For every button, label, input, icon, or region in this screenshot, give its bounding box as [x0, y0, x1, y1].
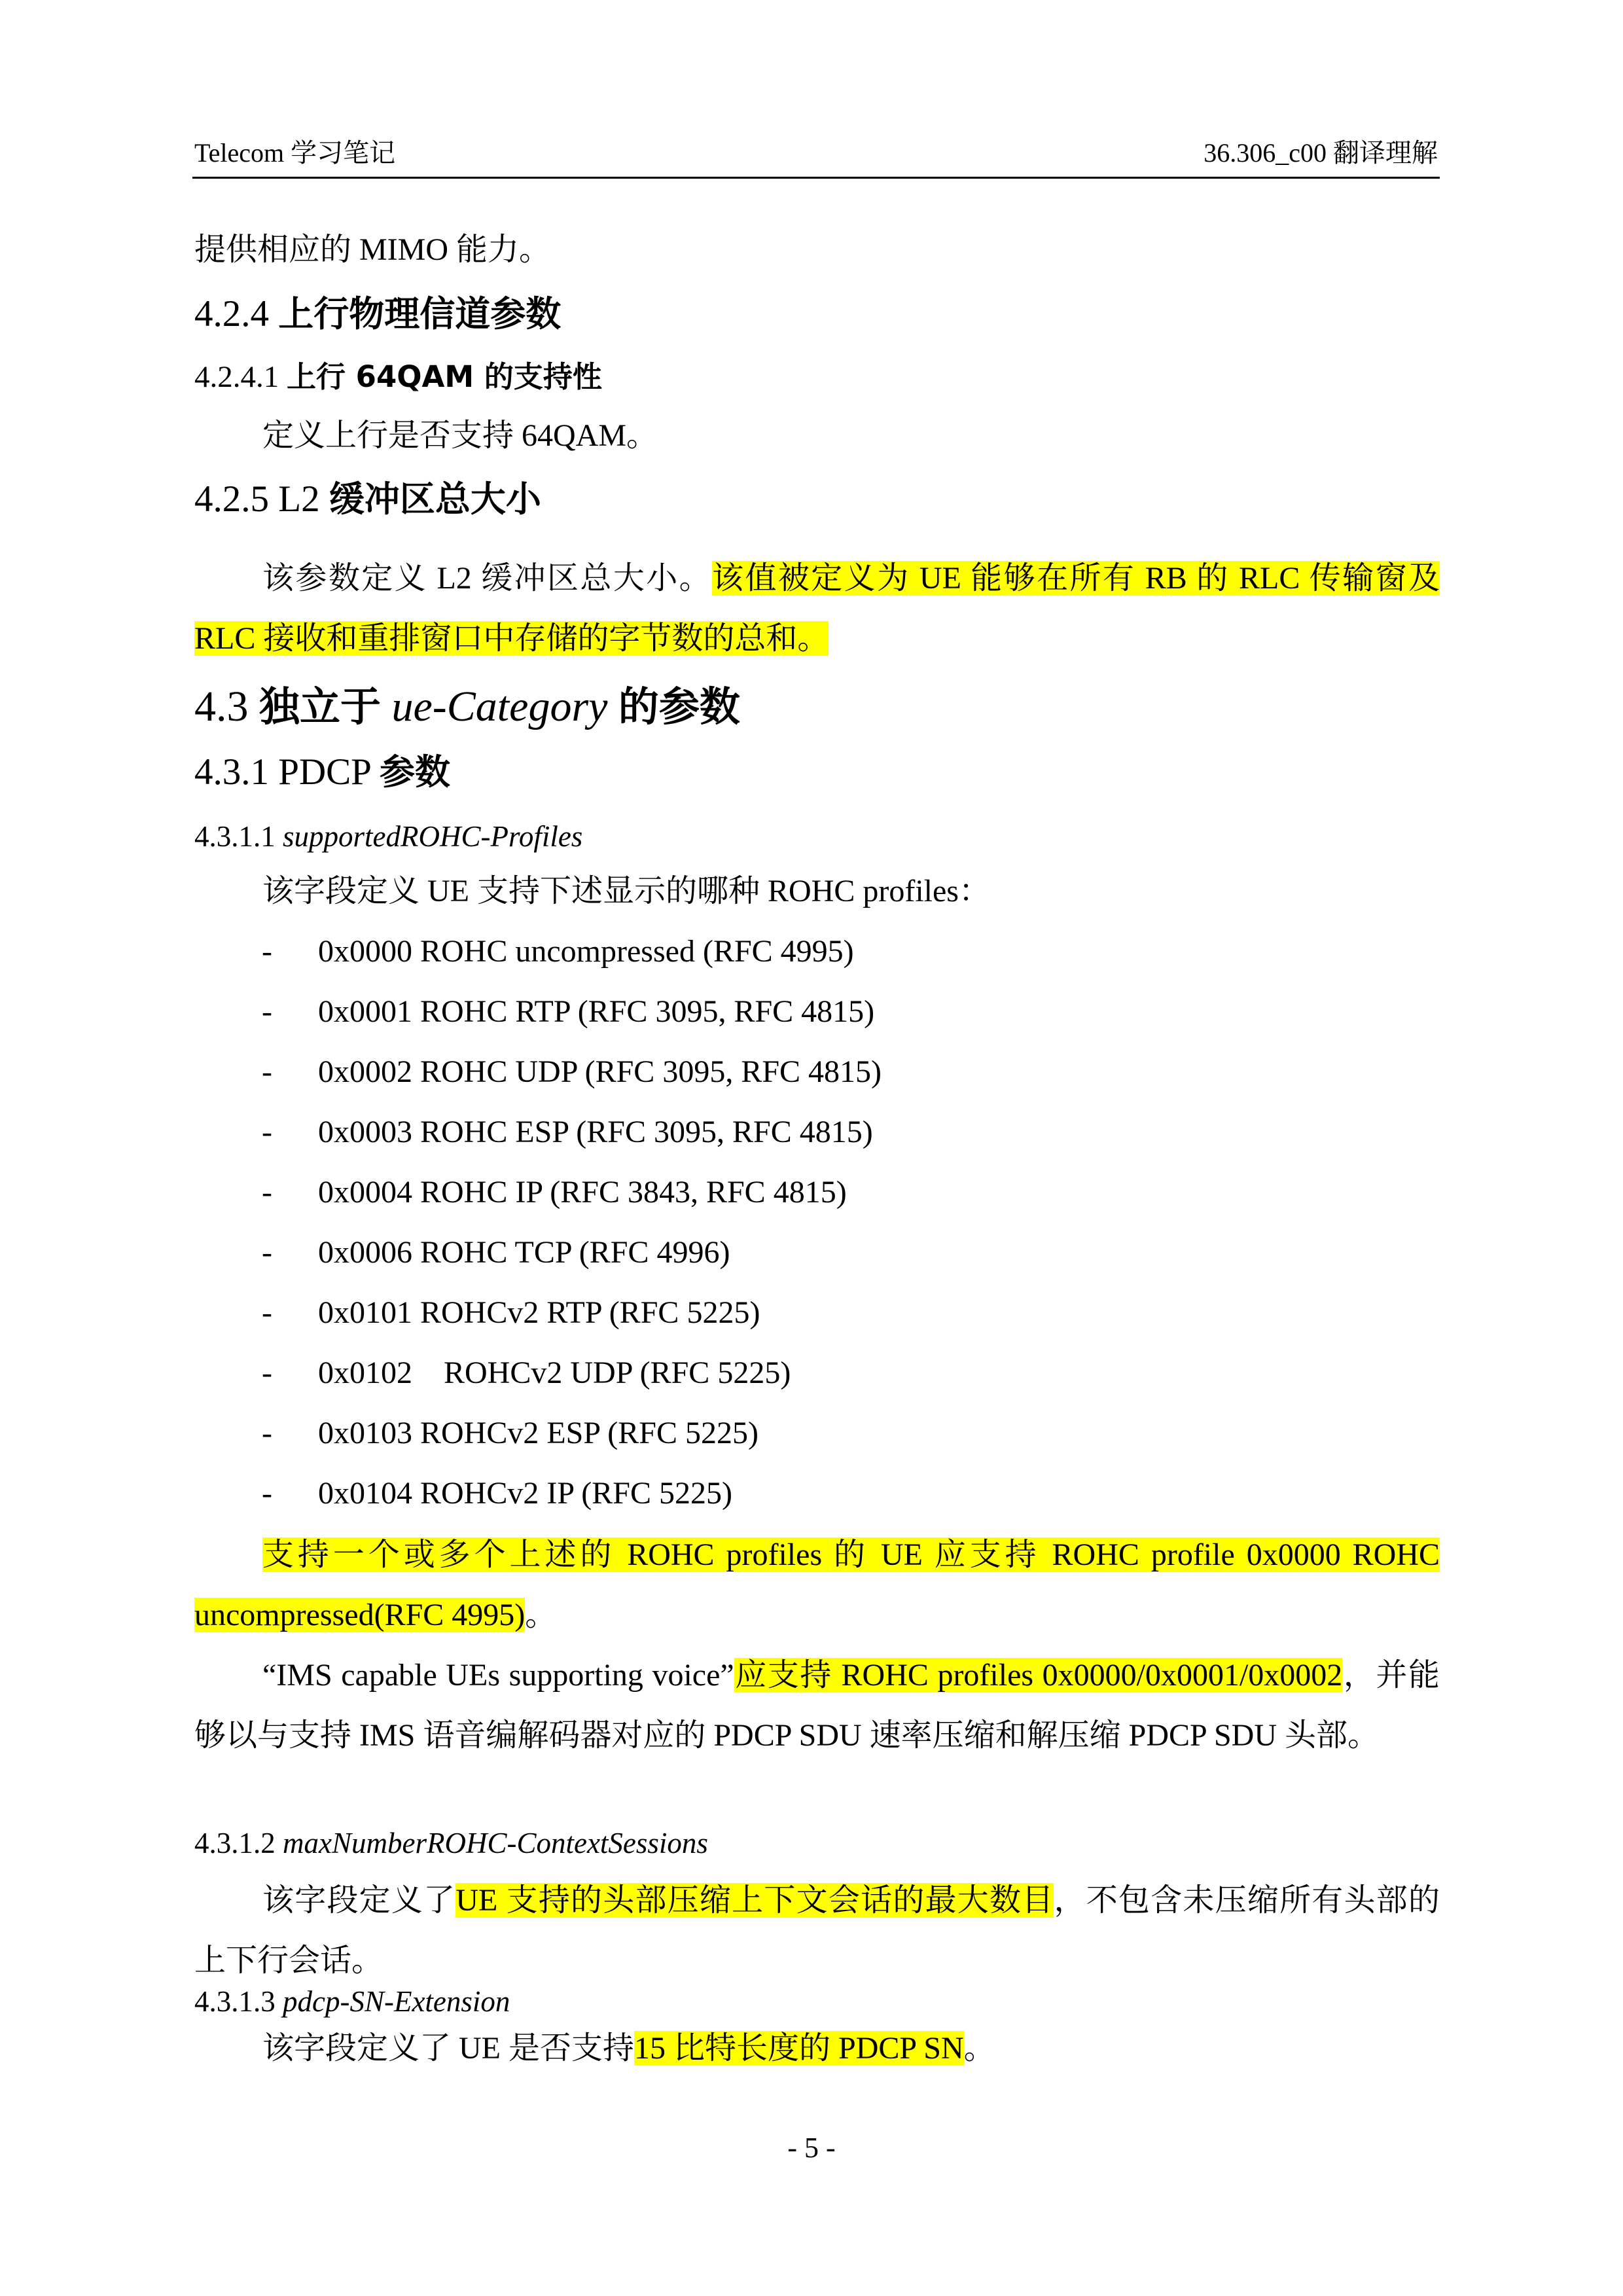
list-item: 0x0103 ROHCv2 ESP (RFC 5225): [318, 1416, 758, 1450]
heading-text-pre: 独立于: [259, 683, 382, 730]
list-bullet: -: [262, 1115, 272, 1149]
heading-4-3-1-3: [194, 1983, 510, 2020]
list-item: 0x0004 ROHC IP (RFC 3843, RFC 4815): [318, 1175, 847, 1210]
paragraph-text: 该字段定义了: [262, 1883, 456, 1918]
heading-4-3-1-1: [194, 818, 582, 855]
paragraph-text: ，并能够以与支持 IMS 语音编解码器对应的 PDCP SDU 速率压缩和解压缩 PDCP SDU 头部。: [194, 1658, 1440, 1753]
intro-line: 提供相应的 MIMO 能力。: [194, 232, 551, 267]
heading-italic: maxNumberROHC-ContextSessions: [283, 1827, 708, 1859]
heading-text: 上行物理信道参数: [278, 293, 562, 334]
paragraph-text: 。: [525, 1598, 557, 1632]
heading-4-2-5: [194, 476, 541, 522]
list-item: 0x0003 ROHC ESP (RFC 3095, RFC 4815): [318, 1115, 873, 1149]
paragraph-text: 。: [963, 2031, 995, 2066]
highlighted-text: UE 支持的头部压缩上下文会话的最大数目: [455, 1883, 1054, 1918]
paragraph-4-2-4-1: 定义上行是否支持 64QAM。: [262, 418, 658, 453]
paragraph-4-3-1-3: [262, 2029, 995, 2068]
paragraph-text: 该字段定义了 UE 是否支持: [262, 2031, 634, 2066]
heading-number: 4.2.4.1: [194, 360, 279, 394]
list-bullet: -: [262, 1355, 272, 1390]
paragraph-text: ，不包含未压缩所有头部的上下行会话。: [194, 1883, 1440, 1978]
paragraph-4-2-5: [194, 548, 1440, 669]
heading-4-3-1-2: [194, 1825, 708, 1861]
paragraph-4-3-1-2: [194, 1871, 1440, 1991]
list-item: 0x0001 ROHC RTP (RFC 3095, RFC 4815): [318, 994, 875, 1029]
list-bullet: -: [262, 1295, 272, 1330]
page-number: - 5 -: [787, 2132, 836, 2164]
list-bullet: -: [262, 1175, 272, 1210]
header-right: 36.306_c00 翻译理解: [1204, 138, 1438, 168]
list-bullet: -: [262, 934, 272, 969]
list-bullet: -: [262, 1235, 272, 1270]
profiles-intro: 该字段定义 UE 支持下述显示的哪种 ROHC profiles：: [262, 874, 990, 908]
paragraph-ims-voice: [194, 1645, 1440, 1766]
heading-italic: pdcp-SN-Extension: [283, 1985, 510, 2018]
heading-4-2-4-1: [194, 357, 602, 397]
heading-number: 4.3.1.3: [194, 1985, 276, 2018]
highlighted-text: 应支持 ROHC profiles 0x0000/0x0001/0x0002: [734, 1658, 1343, 1693]
heading-4-2-4: [194, 291, 561, 337]
list-item: 0x0006 ROHC TCP (RFC 4996): [318, 1235, 730, 1270]
list-item: 0x0101 ROHCv2 RTP (RFC 5225): [318, 1295, 760, 1330]
list-item: 0x0000 ROHC uncompressed (RFC 4995): [318, 934, 854, 969]
heading-number: 4.3.1 PDCP: [194, 751, 370, 793]
list-item: 0x0002 ROHC UDP (RFC 3095, RFC 4815): [318, 1054, 882, 1089]
heading-italic: ue-Category: [391, 683, 608, 730]
highlighted-text: 该值被定义为 UE 能够在所有 RB 的 RLC 传输窗及 RLC 接收和重排窗口中存储的字节数的总和。: [194, 561, 1440, 656]
highlighted-text: 支持一个或多个上述的 ROHC profiles 的 UE 应支持 ROHC profile 0x0000 ROHC uncompressed(RFC 4995): [194, 1537, 1440, 1632]
heading-number: 4.2.5 L2: [194, 478, 320, 520]
paragraph-rohc-uncompressed: [194, 1525, 1440, 1645]
heading-4-3: [194, 681, 740, 733]
list-item: 0x0104 ROHCv2 IP (RFC 5225): [318, 1476, 732, 1511]
highlighted-text: 15 比特长度的 PDCP SN: [634, 2031, 964, 2066]
heading-text: 缓冲区总大小: [329, 478, 541, 520]
quoted-text: “IMS capable UEs supporting voice”: [262, 1658, 734, 1693]
list-item: 0x0102 ROHCv2 UDP (RFC 5225): [318, 1355, 791, 1390]
header-rule: [192, 177, 1440, 179]
heading-italic: supportedROHC-Profiles: [283, 820, 583, 853]
list-bullet: -: [262, 1054, 272, 1089]
heading-4-3-1: [194, 749, 450, 795]
list-bullet: -: [262, 1476, 272, 1511]
heading-number: 4.2.4: [194, 293, 269, 334]
list-bullet: -: [262, 994, 272, 1029]
heading-text: 上行 64QAM 的支持性: [287, 359, 602, 394]
heading-number: 4.3.1.1: [194, 820, 276, 853]
heading-number: 4.3: [194, 683, 249, 730]
heading-text-post: 的参数: [618, 683, 740, 730]
heading-number: 4.3.1.2: [194, 1827, 276, 1859]
paragraph-text: 该参数定义 L2 缓冲区总大小。: [262, 561, 713, 596]
list-bullet: -: [262, 1416, 272, 1450]
header-left: Telecom 学习笔记: [194, 138, 396, 168]
heading-text: 参数: [379, 751, 450, 793]
